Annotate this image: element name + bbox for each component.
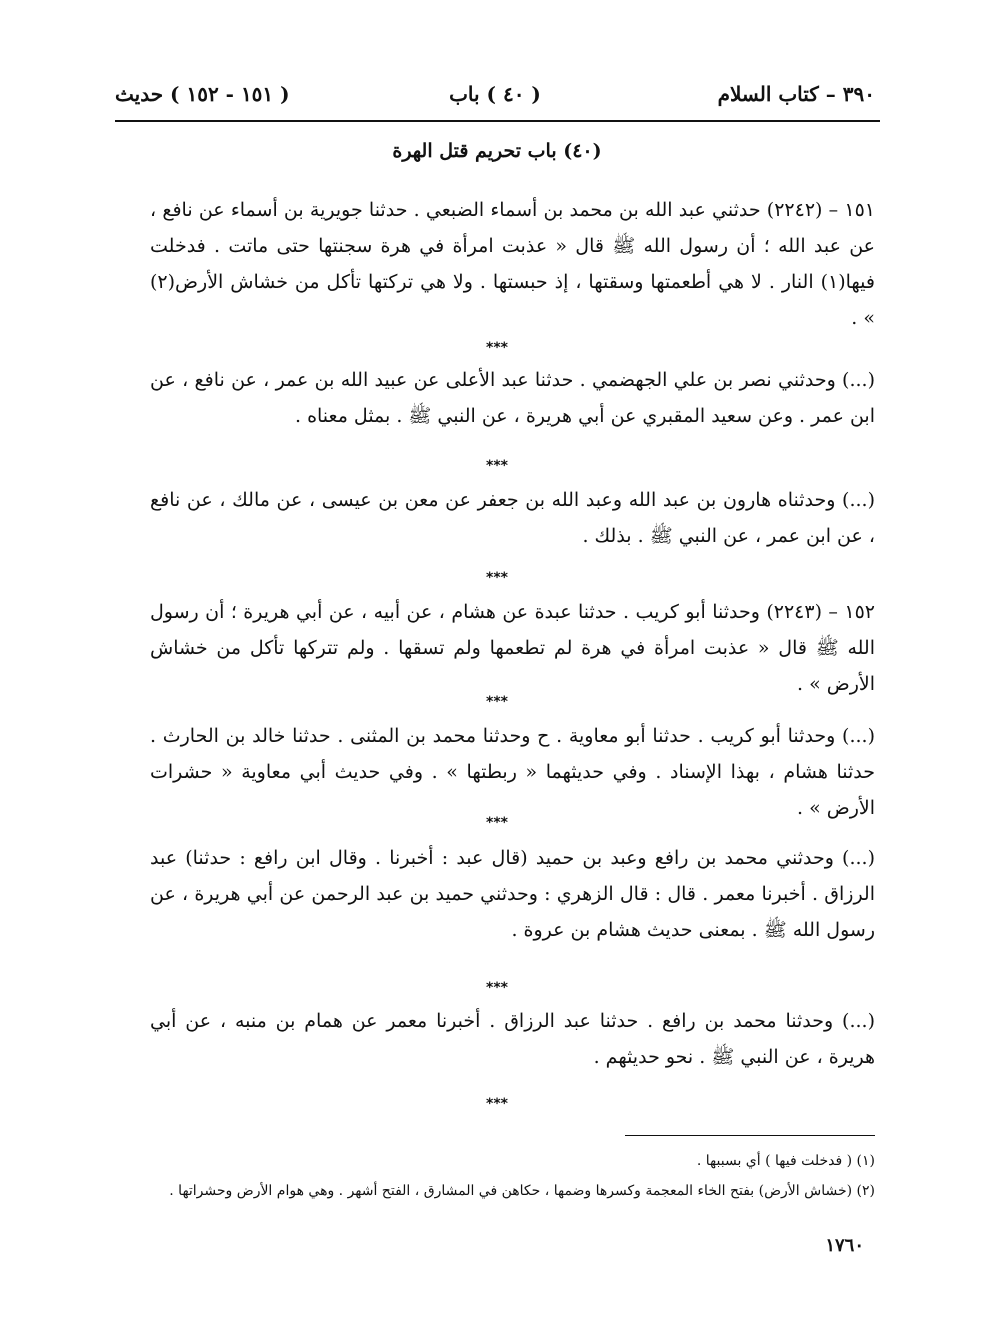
header-hadith-range: ( ١٥١ - ١٥٢ ) حديث	[115, 82, 290, 106]
hadith-152-chain-2: (...) وحدثنا أبو كريب . حدثنا أبو معاوية . ح وحدثنا محمد بن المثنى . حدثنا خالد بن الحارث . حدثنا هشام ، بهذا الإسناد . وفي حديثهما « ربطتها » . وفي حديث أبي معاوية « حشرات الأرض » .	[150, 725, 875, 819]
hadith-151-chain-3: (...) وحدثناه هارون بن عبد الله وعبد الله بن جعفر عن معن بن عيسى ، عن مالك ، عن نافع ، عن ابن عمر ، عن النبي ﷺ . بذلك .	[150, 489, 875, 547]
header-chapter-ref: ( ٤٠ ) باب	[449, 82, 541, 106]
chapter-title: (٤٠) باب تحريم قتل الهرة	[392, 140, 602, 162]
separator-stars: ***	[486, 570, 508, 586]
separator-stars: ***	[486, 694, 508, 710]
separator-stars: ***	[486, 340, 508, 356]
running-header	[115, 82, 875, 112]
end-stars: ***	[486, 1096, 508, 1112]
hadith-152-chain-4: (...) وحدثنا محمد بن رافع . حدثنا عبد الرزاق . أخبرنا معمر عن همام بن منبه ، عن أبي هريرة ، عن النبي ﷺ . نحو حديثهم .	[150, 1010, 875, 1068]
separator-stars: ***	[486, 815, 508, 831]
separator-stars: ***	[486, 458, 508, 474]
separator-stars: ***	[486, 980, 508, 996]
hadith-151-chain-2: (...) وحدثني نصر بن علي الجهضمي . حدثنا عبد الأعلى عن عبيد الله بن عمر ، عن نافع ، عن ابن عمر . وعن سعيد المقبري عن أبي هريرة ، عن النبي ﷺ . بمثل معناه .	[150, 369, 875, 427]
header-rule	[115, 120, 880, 122]
page-number: ١٧٦٠	[825, 1235, 864, 1256]
footnote-rule	[625, 1135, 875, 1136]
header-book-title: ٣٩٠ – كتاب السلام	[717, 82, 875, 106]
hadith-152-chain-3: (...) وحدثني محمد بن رافع وعبد بن حميد (قال عبد : أخبرنا . وقال ابن رافع : حدثنا) عبد الرزاق . أخبرنا معمر . قال : قال الزهري : وحدثني حميد بن عبد الرحمن عن أبي هريرة ، عن رسول الله ﷺ . بمعنى حديث هشام بن عروة .	[150, 847, 875, 941]
hadith-151: ١٥١ – (٢٢٤٢) حدثني عبد الله بن محمد بن أسماء الضبعي . حدثنا جويرية بن أسماء عن نافع ، عن عبد الله ؛ أن رسول الله ﷺ قال « عذبت امرأة في هرة سجنتها حتى ماتت . فدخلت فيها(١) النار . لا هي أطعمتها وسقتها ، إذ حبستها . ولا هي تركتها تأكل من خشاش الأرض(٢) » .	[150, 199, 875, 329]
footnote-2: (٢) (خشاش الأرض) بفتح الخاء المعجمة وكسرها وضمها ، حكاهن في المشارق ، الفتح أشهر . وهي هوام الأرض وحشراتها .	[169, 1183, 875, 1199]
footnote-1: (١) ( فدخلت فيها ) أي بسببها .	[696, 1153, 875, 1169]
hadith-152: ١٥٢ – (٢٢٤٣) وحدثنا أبو كريب . حدثنا عبدة عن هشام ، عن أبيه ، عن أبي هريرة ؛ أن رسول الله ﷺ قال « عذبت امرأة في هرة لم تطعمها ولم تسقها . ولم تتركها تأكل من خشاش الأرض » .	[150, 601, 875, 695]
